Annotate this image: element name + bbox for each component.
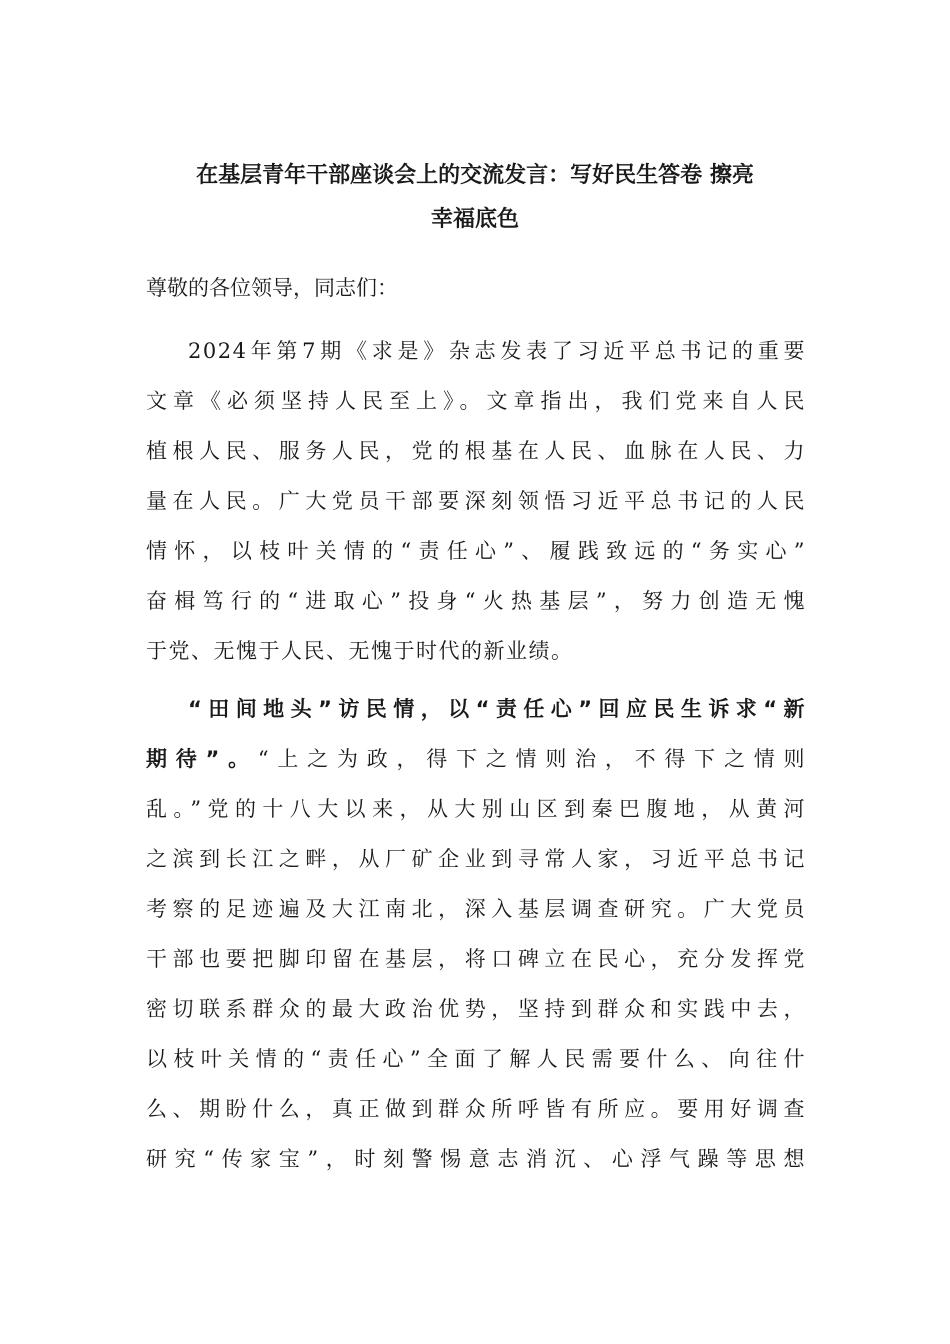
- paragraph-1-line: 量在人民。广大党员干部要深刻领悟习近平总书记的人民: [146, 489, 806, 513]
- salutation: 尊敬的各位领导，同志们：: [146, 276, 398, 300]
- paragraph-2-heading-end: 期待”。: [146, 747, 258, 771]
- document-title: [140, 154, 810, 242]
- title-line-2: 幸福底色: [430, 207, 519, 232]
- paragraph-2-line: 密切联系群众的最大政治优势，坚持到群众和实践中去，: [146, 997, 806, 1021]
- paragraph-2-line: 么、期盼什么，真正做到群众所呼皆有所应。要用好调查: [146, 1097, 806, 1121]
- paragraph-2-text: “上之为政，得下之情则治，不得下之情则: [257, 747, 806, 771]
- paragraph-1-line: 2024年第7期《求是》杂志发表了习近平总书记的重要: [188, 339, 806, 363]
- paragraph-1: [146, 326, 806, 676]
- paragraph-1-line: 情怀，以枝叶关情的“责任心”、履践致远的“务实心”: [146, 539, 806, 563]
- paragraph-2-heading-line: “田间地头”访民情，以“责任心”回应民生诉求“新: [188, 697, 806, 721]
- paragraph-2-line: 研究“传家宝”，时刻警惕意志消沉、心浮气躁等思想: [146, 1147, 806, 1171]
- paragraph-2-line: [146, 734, 806, 784]
- paragraph-2-line: 以枝叶关情的“责任心”全面了解人民需要什么、向往什: [146, 1047, 806, 1071]
- paragraph-2-line: 干部也要把脚印留在基层，将口碑立在民心，充分发挥党: [146, 947, 806, 971]
- title-line-1: 在基层青年干部座谈会上的交流发言：写好民生答卷 擦亮: [196, 163, 754, 188]
- paragraph-1-line: 于党、无愧于人民、无愧于时代的新业绩。: [146, 639, 574, 663]
- paragraph-2: [146, 684, 806, 1184]
- paragraph-2-line: 之滨到长江之畔，从厂矿企业到寻常人家，习近平总书记: [146, 847, 806, 871]
- paragraph-1-line: 植根人民、服务人民，党的根基在人民、血脉在人民、力: [146, 439, 806, 463]
- paragraph-1-line: 文章《必须坚持人民至上》。文章指出，我们党来自人民: [146, 389, 806, 413]
- paragraph-1-line: 奋楫笃行的“进取心”投身“火热基层”，努力创造无愧: [146, 589, 806, 613]
- paragraph-2-line: 乱。”党的十八大以来，从大别山区到秦巴腹地，从黄河: [146, 797, 806, 821]
- paragraph-2-line: 考察的足迹遍及大江南北，深入基层调查研究。广大党员: [146, 897, 806, 921]
